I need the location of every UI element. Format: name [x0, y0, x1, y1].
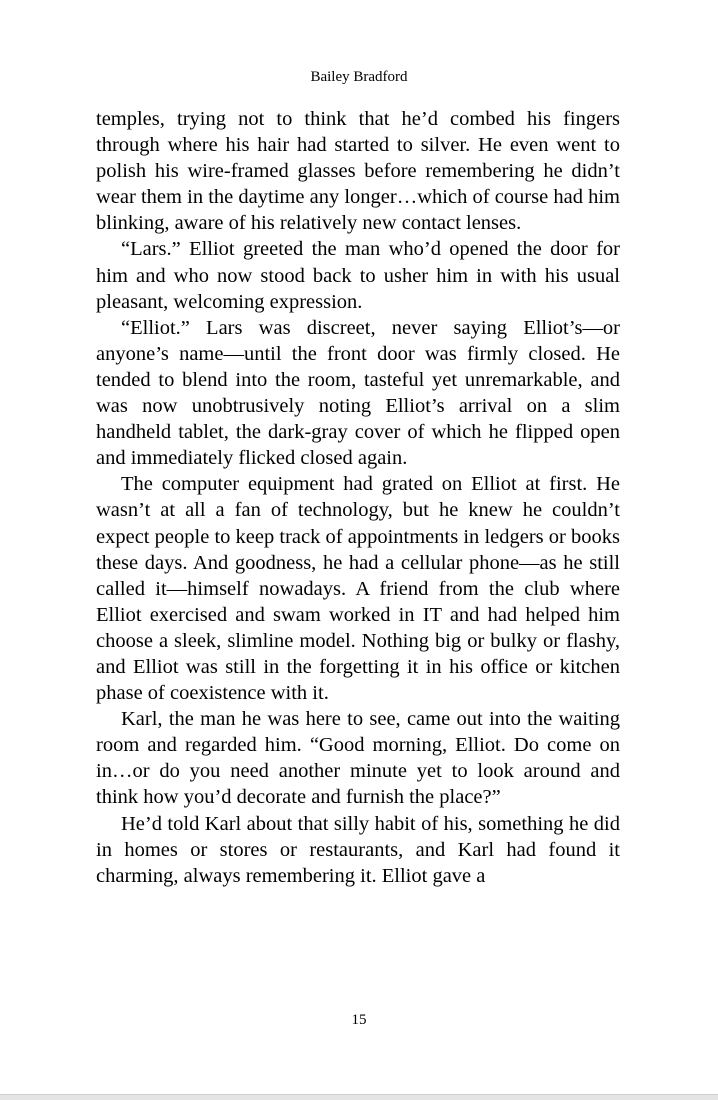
paragraph: “Elliot.” Lars was discreet, never saying Elliot’s—or anyone’s name—until the front door was firmly closed. He tended to blend into the room, tasteful yet unremarkable, and was now unobtrusively noting Elliot’s arrival on a slim handheld tablet, the dark-gray cover of which he flipped open and immediately flicked closed again. [96, 316, 620, 470]
body-text [96, 106, 620, 889]
page-number: 15 [351, 1012, 367, 1028]
page-bottom-edge [0, 1094, 718, 1100]
paragraph: The computer equipment had grated on Elliot at first. He wasn’t at all a fan of technology, but he knew he couldn’t expect people to keep track of appointments in ledgers or books these days. And goodness, he had a cellular phone—as he still called it—himself nowadays. A friend from the club where Elliot exercised and swam worked in IT and had helped him choose a sleek, slimline model. Nothing big or bulky or flashy, and Elliot was still in the forgetting it in his office or kitchen phase of coexistence with it. [96, 473, 620, 705]
paragraph: He’d told Karl about that silly habit of his, something he did in homes or stores or restaurants, and Karl had found it charming, always remembering it. Elliot gave a [96, 812, 620, 887]
paragraph: “Lars.” Elliot greeted the man who’d opened the door for him and who now stood back to usher him in with his usual pleasant, welcoming expression. [96, 238, 620, 313]
paragraph: Karl, the man he was here to see, came out into the waiting room and regarded him. “Good morning, Elliot. Do come on in…or do you need another minute yet to look around and think how you’d decorate and furnish the place?” [96, 708, 620, 809]
paragraph-continued: temples, trying not to think that he’d combed his fingers through where his hair had started to silver. He even went to polish his wire-framed glasses before remembering he didn’t wear them in the daytime any longer…which of course had him blinking, aware of his relatively new contact lenses. [96, 108, 620, 235]
running-head-author: Bailey Bradford [310, 69, 408, 85]
